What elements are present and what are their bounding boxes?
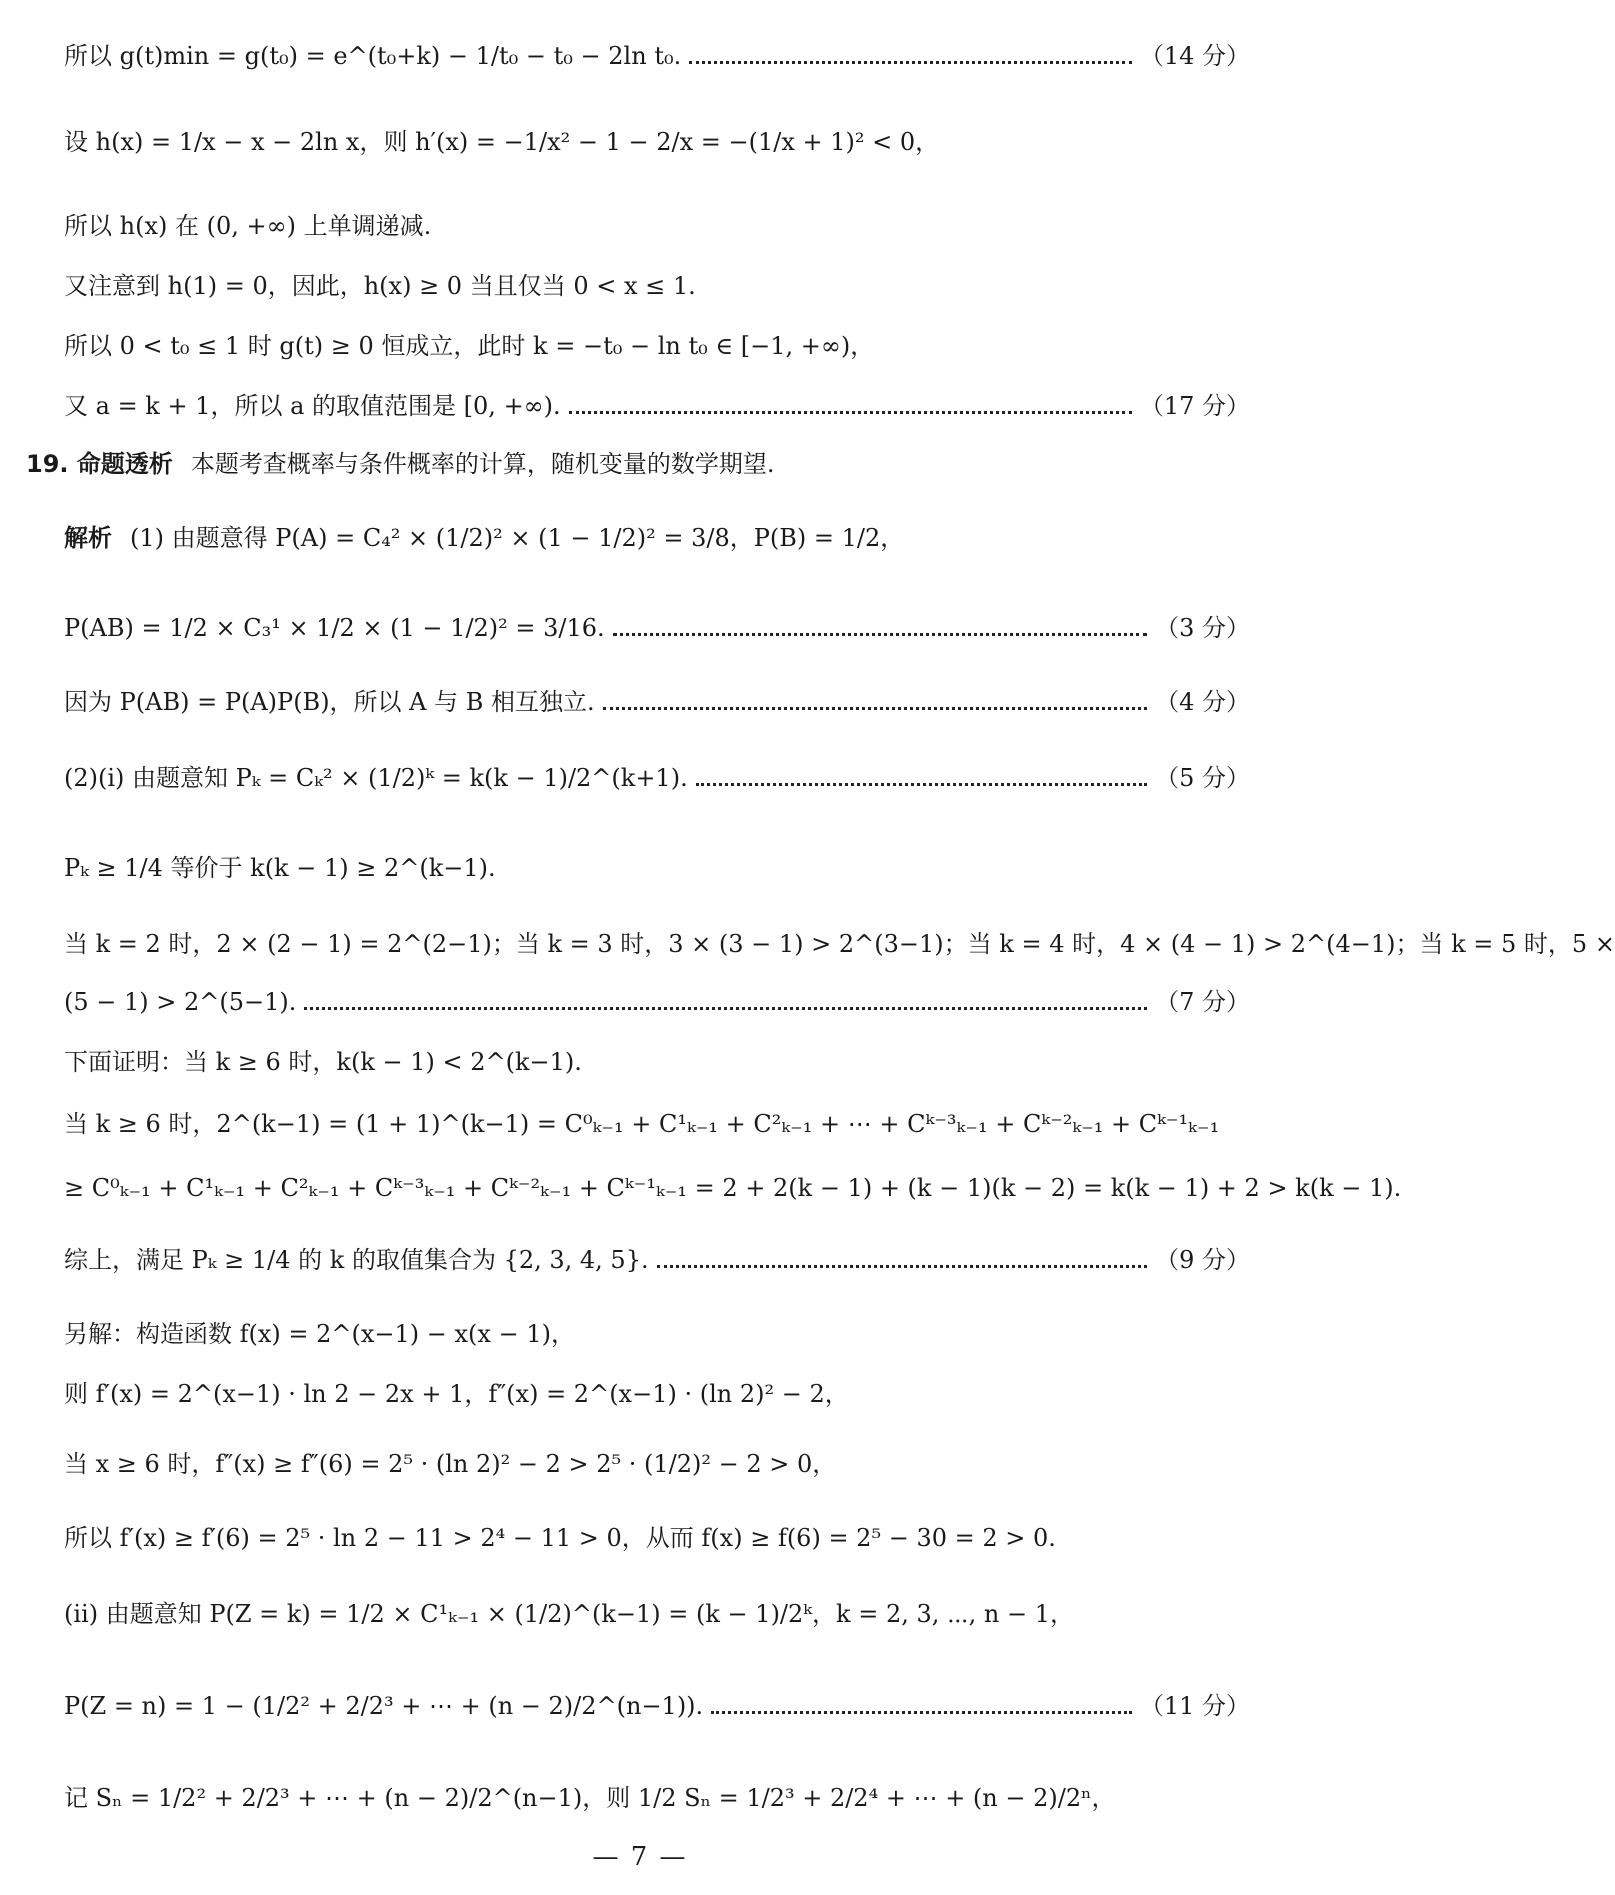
leader-dots xyxy=(711,1711,1132,1714)
line-text: 当 x ≥ 6 时，f″(x) ≥ f″(6) = 2⁵ · (ln 2)² − 2 > 2⁵ · (1/2)² − 2 > 0， xyxy=(64,1450,837,1478)
score-label: （4 分） xyxy=(1155,688,1250,716)
leader-dots xyxy=(304,1007,1147,1010)
line-9 xyxy=(64,686,1250,718)
line-text: 则 f′(x) = 2^(x−1) · ln 2 − 2x + 1，f″(x) = 2^(x−1) · (ln 2)² − 2， xyxy=(64,1380,849,1408)
line-19 xyxy=(64,1378,1250,1410)
line-6 xyxy=(26,448,1250,480)
line-text: 所以 f′(x) ≥ f′(6) = 2⁵ · ln 2 − 11 > 2⁴ − 11 > 0，从而 f(x) ≥ f(6) = 2⁵ − 30 = 2 > 0. xyxy=(64,1524,1056,1552)
line-text: 记 Sₙ = 1/2² + 2/2³ + ⋯ + (n − 2)/2^(n−1)，则 1/2 Sₙ = 1/2³ + 2/2⁴ + ⋯ + (n − 2)/2ⁿ， xyxy=(64,1784,1116,1812)
line-11 xyxy=(64,852,1250,884)
score-label: （3 分） xyxy=(1155,614,1250,642)
line-4 xyxy=(64,330,1250,362)
line-text: 下面证明：当 k ≥ 6 时，k(k − 1) < 2^(k−1). xyxy=(64,1048,582,1076)
score-label: （7 分） xyxy=(1155,988,1250,1016)
line-text: 因为 P(AB) = P(A)P(B)，所以 A 与 B 相互独立. xyxy=(64,688,595,716)
leader-dots xyxy=(569,411,1132,414)
leader-dots xyxy=(696,783,1147,786)
line-12 xyxy=(64,928,1615,960)
line-7 xyxy=(64,522,1250,554)
line-24 xyxy=(64,1782,1250,1814)
leader-dots xyxy=(689,61,1132,64)
page-number: — 7 — xyxy=(592,1842,688,1872)
line-text: 所以 0 < t₀ ≤ 1 时 g(t) ≥ 0 恒成立，此时 k = −t₀ − ln t₀ ∈ [−1, +∞)， xyxy=(64,332,875,360)
line-20 xyxy=(64,1448,1250,1480)
leader-dots xyxy=(657,1265,1147,1268)
line-13 xyxy=(64,986,1250,1018)
line-8 xyxy=(64,612,1250,644)
line-18 xyxy=(64,1318,1250,1350)
line-text: P(AB) = 1/2 × C₃¹ × 1/2 × (1 − 1/2)² = 3/16. xyxy=(64,614,605,642)
line-text: 当 k = 2 时，2 × (2 − 1) = 2^(2−1)；当 k = 3 时，3 × (3 − 1) > 2^(3−1)；当 k = 4 时，4 × (4 − 1) > 2^(4−1)；当 k = 5 时，5 × xyxy=(64,930,1615,958)
line-22 xyxy=(64,1598,1250,1630)
score-label: （11 分） xyxy=(1139,1692,1250,1720)
line-text: (1) 由题意得 P(A) = C₄² × (1/2)² × (1 − 1/2)² = 3/8，P(B) = 1/2， xyxy=(130,524,905,552)
leader-dots xyxy=(603,707,1147,710)
section-label: 19. 命题透析 xyxy=(26,450,173,478)
line-10 xyxy=(64,762,1250,794)
line-text: 另解：构造函数 f(x) = 2^(x−1) − x(x − 1)， xyxy=(64,1320,575,1348)
line-14 xyxy=(64,1046,1250,1078)
score-label: （5 分） xyxy=(1155,764,1250,792)
line-text: Pₖ ≥ 1/4 等价于 k(k − 1) ≥ 2^(k−1). xyxy=(64,854,496,882)
line-text: (5 − 1) > 2^(5−1). xyxy=(64,988,297,1016)
line-text: 所以 h(x) 在 (0, +∞) 上单调递减. xyxy=(64,212,432,240)
line-0 xyxy=(64,40,1250,72)
score-label: （9 分） xyxy=(1155,1246,1250,1274)
line-text: 当 k ≥ 6 时，2^(k−1) = (1 + 1)^(k−1) = C⁰ₖ₋₁ + C¹ₖ₋₁ + C²ₖ₋₁ + ⋯ + Cᵏ⁻³ₖ₋₁ + Cᵏ⁻²ₖ₋₁ + Cᵏ⁻¹ₖ₋₁ xyxy=(64,1110,1220,1138)
line-23 xyxy=(64,1690,1250,1722)
line-15 xyxy=(64,1108,1250,1140)
line-16 xyxy=(64,1172,1402,1204)
line-17 xyxy=(64,1244,1250,1276)
line-text: 又注意到 h(1) = 0，因此，h(x) ≥ 0 当且仅当 0 < x ≤ 1. xyxy=(64,272,696,300)
score-label: （17 分） xyxy=(1139,392,1250,420)
line-2 xyxy=(64,210,1250,242)
line-text: P(Z = n) = 1 − (1/2² + 2/2³ + ⋯ + (n − 2)/2^(n−1)). xyxy=(64,1692,704,1720)
line-text: 所以 g(t)min = g(t₀) = e^(t₀+k) − 1/t₀ − t₀ − 2ln t₀. xyxy=(64,42,682,70)
section-label: 解析 xyxy=(64,524,112,552)
line-text: (ⅱ) 由题意知 P(Z = k) = 1/2 × C¹ₖ₋₁ × (1/2)^(k−1) = (k − 1)/2ᵏ，k = 2, 3, ⋯, n − 1， xyxy=(64,1600,1074,1628)
line-text: 又 a = k + 1，所以 a 的取值范围是 [0, +∞). xyxy=(64,392,561,420)
leader-dots xyxy=(613,633,1147,636)
line-text: 设 h(x) = 1/x − x − 2ln x，则 h′(x) = −1/x² − 1 − 2/x = −(1/x + 1)² < 0， xyxy=(64,128,940,156)
line-text: (2)(ⅰ) 由题意知 Pₖ = Cₖ² × (1/2)ᵏ = k(k − 1)/2^(k+1). xyxy=(64,764,688,792)
line-5 xyxy=(64,390,1250,422)
line-21 xyxy=(64,1522,1250,1554)
line-text: ≥ C⁰ₖ₋₁ + C¹ₖ₋₁ + C²ₖ₋₁ + Cᵏ⁻³ₖ₋₁ + Cᵏ⁻²ₖ₋₁ + Cᵏ⁻¹ₖ₋₁ = 2 + 2(k − 1) + (k − 1)(k − 2) = k(k − 1) + 2 > k(k − 1). xyxy=(64,1174,1402,1202)
score-label: （14 分） xyxy=(1139,42,1250,70)
line-1 xyxy=(64,126,1250,158)
line-text: 综上，满足 Pₖ ≥ 1/4 的 k 的取值集合为 {2, 3, 4, 5}. xyxy=(64,1246,649,1274)
line-3 xyxy=(64,270,1250,302)
line-text: 本题考查概率与条件概率的计算，随机变量的数学期望. xyxy=(190,450,775,478)
